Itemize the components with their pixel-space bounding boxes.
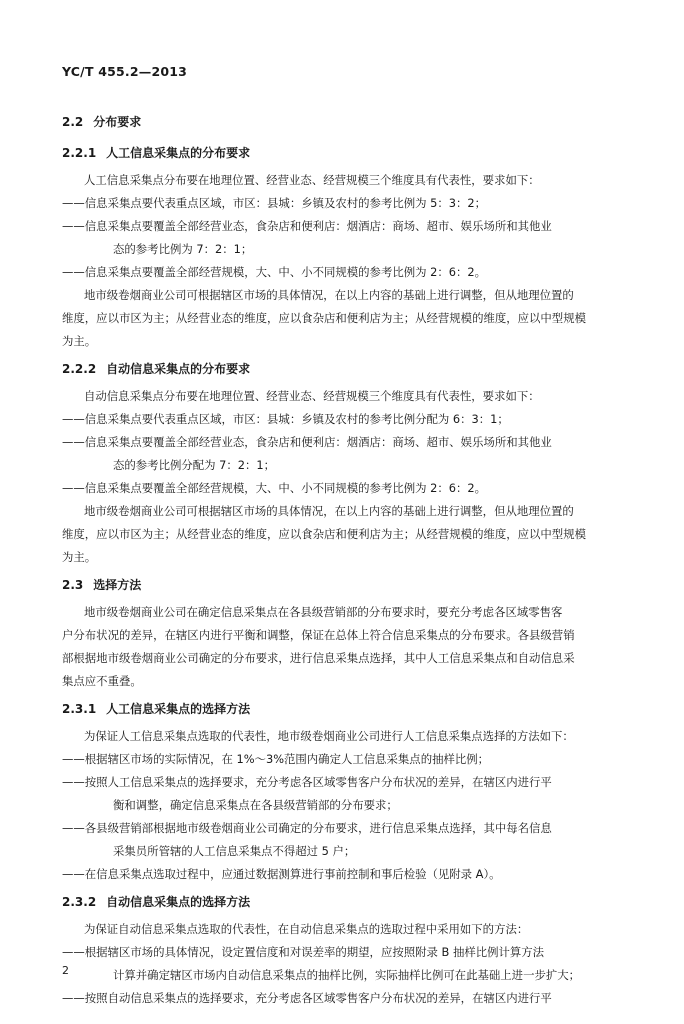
section-title: 选择方法 [93, 578, 142, 592]
paragraph-line: 部根据地市级卷烟商业公司确定的分布要求，进行信息采集点选择，其中人工信息采集点和自动信息采 [62, 651, 575, 665]
list-item: ——信息采集点要覆盖全部经营规模，大、中、小不同规模的参考比例为 2：6：2。 [62, 265, 487, 279]
section-heading-2-3-2 [62, 893, 250, 910]
paragraph-line: 维度，应以市区为主；从经营业态的维度，应以食杂店和便利店为主；从经营规模的维度，应以中型规模 [62, 527, 586, 541]
list-item-continuation: 计算并确定辖区市场内自动信息采集点的抽样比例，实际抽样比例可在此基础上进一步扩大； [113, 968, 581, 982]
list-item: ——根据辖区市场的具体情况，设定置信度和对误差率的期望，应按照附录 B 抽样比例计算方法 [62, 945, 545, 959]
list-item-continuation: 衡和调整，确定信息采集点在各县级营销部的分布要求； [113, 798, 398, 812]
list-item: ——根据辖区市场的实际情况，在 1%～3%范围内确定人工信息采集点的抽样比例； [62, 752, 490, 766]
paragraph-line: 维度，应以市区为主；从经营业态的维度，应以食杂店和便利店为主；从经营规模的维度，应以中型规模 [62, 311, 586, 325]
section-number: 2.3 [62, 578, 84, 592]
list-item-continuation: 态的参考比例为 7：2：1； [113, 242, 253, 256]
section-title: 自动信息采集点的选择方法 [106, 895, 251, 909]
list-item-continuation: 态的参考比例分配为 7：2：1； [113, 458, 276, 472]
paragraph-line: 地市级卷烟商业公司可根据辖区市场的具体情况，在以上内容的基础上进行调整，但从地理位置的 [84, 504, 574, 518]
list-item: ——信息采集点要代表重点区域，市区：县城：乡镇及农村的参考比例分配为 6：3：1； [62, 412, 509, 426]
section-title: 自动信息采集点的分布要求 [106, 362, 251, 376]
list-item: ——信息采集点要覆盖全部经营业态，食杂店和便利店：烟酒店：商场、超市、娱乐场所和其他业 [62, 219, 552, 233]
list-item: ——信息采集点要代表重点区域，市区：县城：乡镇及农村的参考比例为 5：3：2； [62, 196, 487, 210]
paragraph-line: 为主。 [62, 550, 97, 564]
paragraph-line: 地市级卷烟商业公司可根据辖区市场的具体情况，在以上内容的基础上进行调整，但从地理位置的 [84, 288, 574, 302]
list-item: ——按照人工信息采集点的选择要求，充分考虑各区域零售客户分布状况的差异，在辖区内进行平 [62, 775, 552, 789]
section-heading-2-3-1 [62, 700, 250, 717]
section-number: 2.3.2 [62, 895, 97, 909]
section-number: 2.2 [62, 115, 84, 129]
paragraph-line: 集点应不重叠。 [62, 674, 142, 688]
paragraph-line: 人工信息采集点分布要在地理位置、经营业态、经营规模三个维度具有代表性，要求如下： [84, 173, 540, 187]
list-item: ——信息采集点要覆盖全部经营规模，大、中、小不同规模的参考比例为 2：6：2。 [62, 481, 487, 495]
section-heading-2-2-1 [62, 144, 250, 161]
section-title: 人工信息采集点的分布要求 [106, 146, 251, 160]
list-item: ——信息采集点要覆盖全部经营业态，食杂店和便利店：烟酒店：商场、超市、娱乐场所和其他业 [62, 435, 552, 449]
section-number: 2.2.2 [62, 362, 97, 376]
section-heading-2-3 [62, 576, 141, 593]
paragraph-line: 户分布状况的差异，在辖区内进行平衡和调整，保证在总体上符合信息采集点的分布要求。各县级营销 [62, 628, 575, 642]
section-title: 人工信息采集点的选择方法 [106, 702, 251, 716]
list-item: ——按照自动信息采集点的选择要求，充分考虑各区域零售客户分布状况的差异，在辖区内进行平 [62, 991, 552, 1005]
paragraph-line: 地市级卷烟商业公司在确定信息采集点在各县级营销部的分布要求时，要充分考虑各区域零售客 [84, 605, 563, 619]
section-heading-2-2 [62, 113, 141, 130]
list-item-continuation: 采集员所管辖的人工信息采集点不得超过 5 户； [113, 844, 356, 858]
page-number: 2 [62, 964, 69, 977]
section-heading-2-2-2 [62, 360, 250, 377]
section-title: 分布要求 [93, 115, 142, 129]
paragraph-line: 为主。 [62, 334, 97, 348]
paragraph-line: 为保证自动信息采集点选取的代表性，在自动信息采集点的选取过程中采用如下的方法： [84, 922, 529, 936]
section-number: 2.2.1 [62, 146, 97, 160]
standard-code-header: YC/T 455.2—2013 [62, 64, 188, 79]
paragraph-line: 自动信息采集点分布要在地理位置、经营业态、经营规模三个维度具有代表性，要求如下： [84, 389, 540, 403]
list-item: ——各县级营销部根据地市级卷烟商业公司确定的分布要求，进行信息采集点选择，其中每名信息 [62, 821, 552, 835]
paragraph-line: 为保证人工信息采集点选取的代表性，地市级卷烟商业公司进行人工信息采集点选择的方法如下： [84, 729, 574, 743]
section-number: 2.3.1 [62, 702, 97, 716]
list-item: ——在信息采集点选取过程中，应通过数据测算进行事前控制和事后检验（见附录 A）。 [62, 867, 501, 881]
